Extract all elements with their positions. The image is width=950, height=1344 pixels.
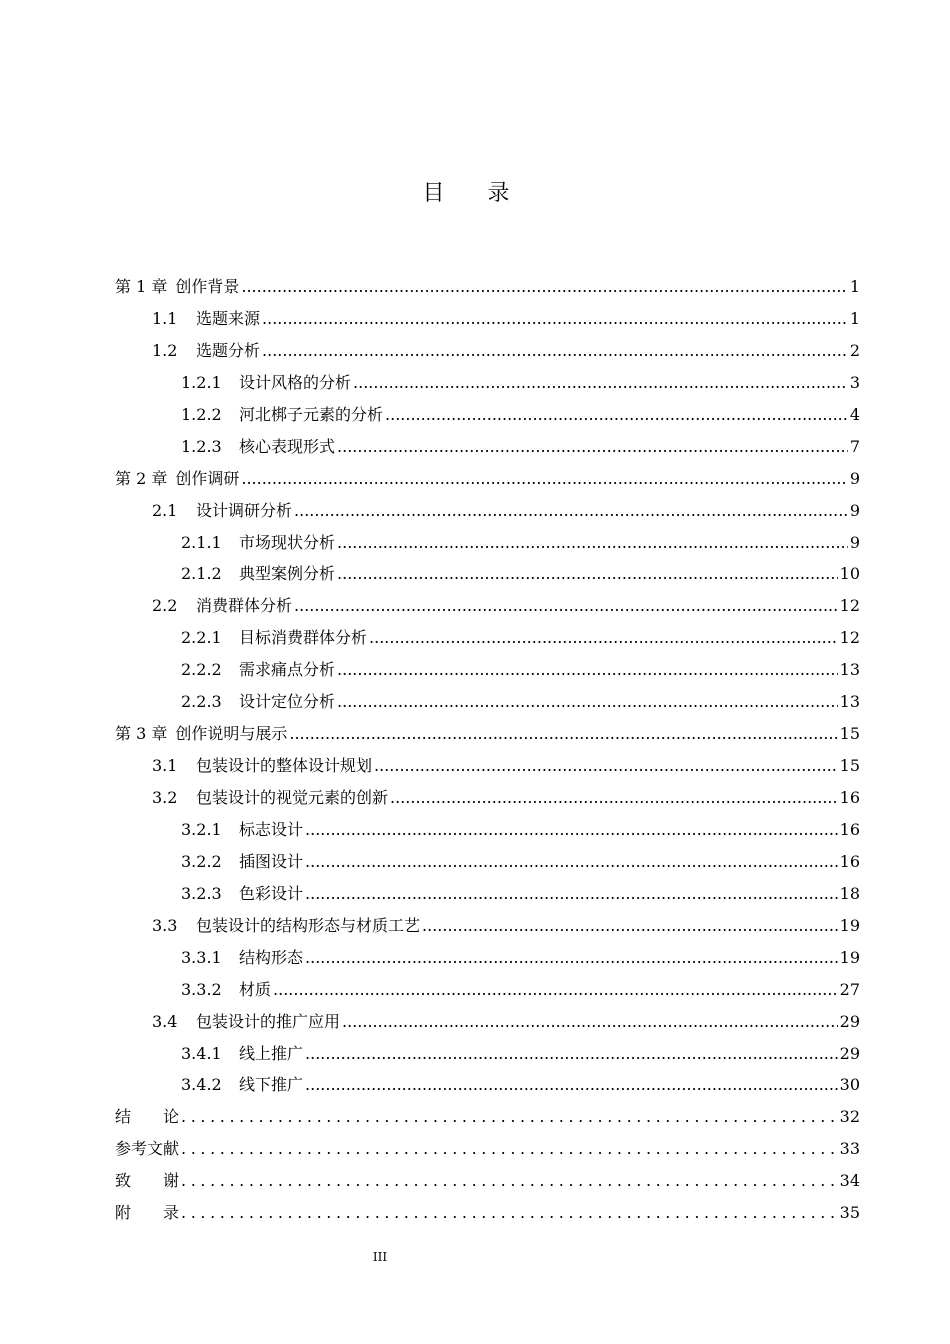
dot-leader xyxy=(337,686,838,718)
toc-entry-number: 1.1 xyxy=(152,308,178,328)
toc-entry-page: 19 xyxy=(839,915,860,935)
dot-leader xyxy=(374,750,838,782)
toc-entry-label: 包装设计的整体设计规划 xyxy=(196,756,373,776)
toc-entry-label: 典型案例分析 xyxy=(239,564,336,584)
toc-entry-label: 结构形态 xyxy=(239,947,304,967)
toc-entry-label: 包装设计的推广应用 xyxy=(196,1011,341,1031)
toc-entry-number: 2.2.3 xyxy=(181,692,222,712)
dot-leader xyxy=(273,974,838,1006)
toc-entry-number: 3.4 xyxy=(152,1011,178,1031)
toc-title: 目 录 xyxy=(422,181,528,206)
toc-entry-label: 线下推广 xyxy=(239,1075,304,1095)
dot-leader xyxy=(337,654,838,686)
dot-leader xyxy=(294,495,848,527)
toc-entry-number: 3.2.1 xyxy=(181,819,222,839)
toc-entry-page: 29 xyxy=(839,1011,860,1031)
toc-entry-page: 15 xyxy=(839,756,860,776)
page-number: III xyxy=(372,1250,388,1264)
toc-entry-page: 16 xyxy=(839,819,860,839)
toc-entry-page: 3 xyxy=(849,372,860,392)
toc-entry[interactable] xyxy=(115,303,860,335)
toc-entry-number: 3.4.2 xyxy=(181,1075,222,1095)
toc-entry[interactable] xyxy=(115,558,860,590)
toc-entry[interactable] xyxy=(115,1069,860,1101)
toc-entry[interactable] xyxy=(115,431,860,463)
toc-entry-number: 2.1 xyxy=(152,500,178,520)
dot-leader xyxy=(390,782,838,814)
toc-entry[interactable] xyxy=(115,335,860,367)
toc-entry-number: 2.2.1 xyxy=(181,628,222,648)
toc-entry-number: 1.2.3 xyxy=(181,436,222,456)
toc-entry-number: 3.2.2 xyxy=(181,851,222,871)
toc-entry-page: 7 xyxy=(849,436,860,456)
toc-entry[interactable] xyxy=(115,1101,860,1133)
toc-entry-page: 16 xyxy=(839,851,860,871)
toc-entry-number: 第 1 章 xyxy=(115,277,168,296)
toc-entry-page: 30 xyxy=(839,1075,860,1095)
toc-entry-label: 色彩设计 xyxy=(239,883,304,903)
toc-entry-label: 设计定位分析 xyxy=(239,692,336,712)
dot-leader xyxy=(294,590,838,622)
toc-entry-label: 线上推广 xyxy=(239,1043,304,1063)
toc-entry-page: 9 xyxy=(849,468,860,488)
toc-entry-label: 河北梆子元素的分析 xyxy=(239,404,384,424)
toc-entry-number: 3.3 xyxy=(152,915,178,935)
toc-entry-label: 选题来源 xyxy=(196,308,261,328)
toc-entry-number: 3.2 xyxy=(152,788,178,807)
toc-entry[interactable] xyxy=(115,974,860,1006)
toc-entry-label: 核心表现形式 xyxy=(239,436,336,456)
toc-entry-number: 1.2.2 xyxy=(181,404,222,424)
toc-entry-page: 1 xyxy=(849,308,860,328)
toc-entry-label: 目标消费群体分析 xyxy=(239,628,368,648)
toc-entry[interactable] xyxy=(115,654,860,686)
toc-entry-page: 19 xyxy=(839,947,860,967)
toc-entry[interactable] xyxy=(115,846,860,878)
toc-entry-page: 29 xyxy=(839,1043,860,1063)
toc-entry-number: 2.1.1 xyxy=(181,532,222,552)
toc-entry-number: 3.3.2 xyxy=(181,979,222,999)
dot-leader xyxy=(181,1197,838,1229)
toc-entry[interactable] xyxy=(115,463,860,495)
toc-entry-page: 16 xyxy=(839,788,860,807)
toc-entry[interactable] xyxy=(115,910,860,942)
dot-leader xyxy=(422,910,838,942)
toc-entry-label: 市场现状分析 xyxy=(239,532,336,552)
toc-entry-page: 9 xyxy=(849,532,860,552)
toc-entry[interactable] xyxy=(115,527,860,559)
toc-entry-label: 创作调研 xyxy=(175,468,240,488)
toc-entry[interactable] xyxy=(115,367,860,399)
dot-leader xyxy=(181,1165,838,1197)
toc-entry[interactable] xyxy=(115,686,860,718)
toc-entry-label: 消费群体分析 xyxy=(196,596,293,616)
toc-entry-label: 设计调研分析 xyxy=(196,500,293,520)
toc-entry-page: 33 xyxy=(839,1139,860,1159)
toc-entry-page: 2 xyxy=(849,340,860,360)
toc-entry-number: 3.4.1 xyxy=(181,1043,222,1063)
toc-entry-label: 选题分析 xyxy=(196,340,261,360)
toc-entry-page: 18 xyxy=(839,883,860,903)
toc-entry[interactable] xyxy=(115,814,860,846)
toc-entry[interactable] xyxy=(115,1038,860,1070)
dot-leader xyxy=(241,463,847,495)
dot-leader xyxy=(262,303,848,335)
dot-leader xyxy=(305,1038,838,1070)
toc-entry[interactable] xyxy=(115,495,860,527)
dot-leader xyxy=(337,431,848,463)
toc-entry[interactable] xyxy=(115,1006,860,1038)
dot-leader xyxy=(337,558,838,590)
toc-entry-number: 2.2.2 xyxy=(181,660,222,680)
toc-entry-number: 1.2.1 xyxy=(181,372,222,392)
toc-entry-label: 致 谢 xyxy=(115,1171,180,1191)
toc-entry-label: 需求痛点分析 xyxy=(239,660,336,680)
dot-leader xyxy=(181,1101,838,1133)
dot-leader xyxy=(305,846,838,878)
toc-entry-number: 第 2 章 xyxy=(115,468,168,488)
toc-entry-number: 3.2.3 xyxy=(181,883,222,903)
toc-entry[interactable] xyxy=(115,622,860,654)
dot-leader xyxy=(289,718,837,750)
toc-entry-page: 13 xyxy=(839,660,860,680)
toc-entry[interactable] xyxy=(115,1133,860,1165)
toc-entry-number: 2.1.2 xyxy=(181,564,222,584)
toc-entry-page: 35 xyxy=(839,1203,860,1223)
toc-entry-page: 34 xyxy=(839,1171,860,1191)
toc-entry[interactable] xyxy=(115,1165,860,1197)
dot-leader xyxy=(353,367,848,399)
toc-entry[interactable] xyxy=(115,271,860,303)
toc-entry-page: 15 xyxy=(839,724,860,744)
toc-entry-number: 3.1 xyxy=(152,756,178,776)
toc-entry[interactable] xyxy=(115,878,860,910)
toc-entry-page: 10 xyxy=(839,564,860,584)
toc-entry-label: 结 论 xyxy=(115,1107,180,1127)
toc-entry-label: 插图设计 xyxy=(239,851,304,871)
dot-leader xyxy=(241,271,847,303)
toc-entry[interactable] xyxy=(115,782,860,814)
toc-entry-label: 附 录 xyxy=(115,1203,180,1223)
toc-entry[interactable] xyxy=(115,718,860,750)
toc-entry[interactable] xyxy=(115,590,860,622)
dot-leader xyxy=(305,1069,838,1101)
toc-entry-page: 9 xyxy=(849,500,860,520)
toc-entry-page: 12 xyxy=(839,596,860,616)
toc-entry-label: 包装设计的结构形态与材质工艺 xyxy=(196,915,421,935)
toc-entry-label: 包装设计的视觉元素的创新 xyxy=(196,788,389,807)
toc-entry-label: 材质 xyxy=(239,979,272,999)
toc-entry-page: 12 xyxy=(839,628,860,648)
table-of-contents xyxy=(115,271,860,1229)
dot-leader xyxy=(385,399,848,431)
toc-entry[interactable] xyxy=(115,1197,860,1229)
toc-entry-page: 13 xyxy=(839,692,860,712)
dot-leader xyxy=(342,1006,838,1038)
toc-entry-number: 1.2 xyxy=(152,340,178,360)
dot-leader xyxy=(181,1133,838,1165)
dot-leader xyxy=(369,622,838,654)
dot-leader xyxy=(305,814,838,846)
dot-leader xyxy=(337,527,848,559)
toc-entry-number: 2.2 xyxy=(152,596,178,616)
toc-entry-page: 4 xyxy=(849,404,860,424)
toc-entry[interactable] xyxy=(115,750,860,782)
toc-entry[interactable] xyxy=(115,399,860,431)
toc-entry-number: 3.3.1 xyxy=(181,947,222,967)
toc-entry-label: 创作说明与展示 xyxy=(175,724,288,744)
toc-entry-page: 32 xyxy=(839,1107,860,1127)
toc-entry[interactable] xyxy=(115,942,860,974)
toc-entry-label: 创作背景 xyxy=(175,277,240,296)
dot-leader xyxy=(305,878,838,910)
toc-entry-label: 标志设计 xyxy=(239,819,304,839)
toc-entry-label: 设计风格的分析 xyxy=(239,372,352,392)
dot-leader xyxy=(305,942,838,974)
toc-entry-page: 1 xyxy=(849,277,860,296)
toc-entry-label: 参考文献 xyxy=(115,1139,180,1159)
toc-entry-page: 27 xyxy=(839,979,860,999)
toc-entry-number: 第 3 章 xyxy=(115,724,168,744)
dot-leader xyxy=(262,335,848,367)
